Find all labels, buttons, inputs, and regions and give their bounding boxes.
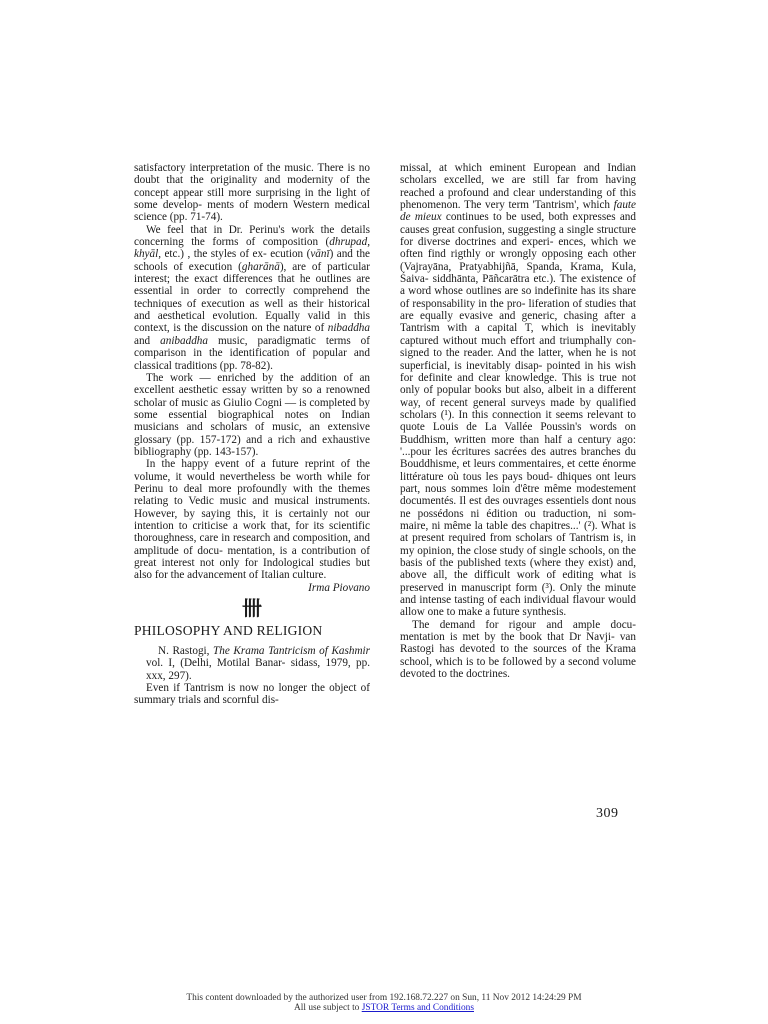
book-citation — [134, 645, 370, 682]
text-run: ), are of particular interest; the exact differences that he outlines are essential in order to correctly comprehend the techniques of execution as well as their historical and aesthetical evolution. Equally valid in this context, is the discussion on the nature of — [134, 260, 370, 335]
text-run: We feel that in Dr. Perinu's work the details concerning the forms of composition ( — [134, 223, 370, 249]
book-title: The Krama Tantricism of Kashmir — [213, 645, 370, 658]
footer-line: This content downloaded by the authorized user from 192.168.72.227 on Sun, 11 Nov 2012 14:24:29 PM — [186, 993, 582, 1003]
text-run: missal, at which eminent European and Indian scholars excelled, we are still far from having reached a profound and clear understanding of this phenomenon. The very term 'Tantrism', which — [400, 162, 636, 212]
paragraph: In the happy event of a future reprint of the volume, it would nevertheless be worth while for Perinu to deal more profoundly with the themes relating to Vedic music and musical instruments. However, by saying this, it is certainly not our intention to criticise a work that, for its scientific thoroughness, care in research and composition, and amplitude of docu- mentation, is a contribution of great interest not only for Indological studies but also for the advancement of Italian culture. — [134, 458, 370, 582]
italic-term: anibaddha — [160, 334, 208, 347]
text-run: All use subject to — [294, 1003, 362, 1013]
italic-term: dhrupad, khyāl, — [134, 236, 370, 261]
paragraph — [400, 162, 636, 619]
text-run: music, paradigmatic terms of comparison in the identification of popular and classical traditions (pp. 78-82). — [134, 334, 371, 372]
paragraph — [134, 224, 370, 372]
paragraph: The demand for rigour and ample docu- mentation is met by the book that Dr Navji- van Rastogi has devoted to the sources of the Krama school, which is to be followed by a second volume devoted to the doctrines. — [400, 618, 636, 681]
italic-term: faute de mieux — [400, 199, 636, 224]
section-heading: PHILOSOPHY AND RELIGION — [134, 623, 323, 639]
italic-term: nibaddha — [327, 322, 370, 335]
paragraph: The work — enriched by the addition of an excellent aesthetic essay written by so a renowned scholar of music as Giulio Cogni — is completed by some essential biographical notes on Indian musicians and scholars of music, an extensive glossary (pp. 157-172) and a rich and exhaustive bibliography (pp. 143-157). — [134, 371, 370, 458]
text-run: continues to be used, both expresses and causes great confusion, suggesting a single structure for diverse doctrines and experi- ences, which we often find rigthly or wrongly opposing each other (Vajrayāna, Pratyabhijñā, Spanda, Krama, Kula, Śaiva- siddhānta, Pāñcarātra etc.). The existence of a word whose outlines are so indefinite has its share of responsability in the pro- liferation of studies that are equally evasive and generic, chasing after a Tantrism with a capital T, which is inevitably captured without much effort and triumphally con- signed to the reader. And the latter, when he is not superficial, is inevitably disap- pointed in his wish for definite and clear knowledge. This is true not only of popular books but also, albeit in a different way, of recent general surveys made by qualified scholars (¹). In this connection it seems relevant to quote Louis de La Vallée Poussin's words on Buddhism, written more than half a century ago: '...pour les écritures sacrées des autres branches du Bouddhisme, et leurs commentaires, et cette énorme littérature où tous les pays boud- dhiques ont leurs part, nous sommes loin d'être même modestement documentés. Il est des ouvrages essentiels dont nous ne possédons ni édition ou traduction, ni som- maire, ni même la table des chapitres...' (²). What is at present required from scholars of Tantrism is, in my opinion, the close study of single schools, on the basis of the published texts (where they exist) and, above all, the difficult work of editing what is preserved in manuscript form (³). Only the minute and intense tasting of each individual flavour would allow one to make a future synthesis. — [400, 211, 636, 619]
jstor-terms-link[interactable]: JSTOR Terms and Conditions — [361, 1003, 474, 1013]
italic-term: vānī — [310, 248, 330, 261]
text-run: vol. I, (Delhi, Motilal Banar- sidass, 1979, pp. xxx, 297). — [146, 657, 370, 682]
footer-line — [0, 1003, 768, 1013]
download-footer — [0, 993, 768, 1013]
text-run: N. Rastogi, — [158, 645, 214, 658]
paragraph: Even if Tantrism is now no longer the object of summary trials and scornful dis- — [134, 682, 370, 707]
paragraph: satisfactory interpretation of the music. There is no doubt that the originality and modernity of the concept appear still more surprising in the light of some develop- ments of modern Western medical science (pp. 71-74). — [134, 162, 370, 224]
text-run: and — [134, 334, 161, 347]
section-ornament-icon: 卌 — [242, 598, 262, 621]
italic-term: gharānā — [241, 260, 280, 273]
left-column — [134, 162, 370, 707]
text-run: etc.) , the styles of ex- ecution ( — [161, 248, 311, 261]
page-number: 309 — [596, 806, 619, 821]
text-run: ) and the schools of execution ( — [134, 248, 370, 273]
right-column — [400, 162, 636, 680]
review-signature: Irma Piovano — [308, 581, 370, 594]
